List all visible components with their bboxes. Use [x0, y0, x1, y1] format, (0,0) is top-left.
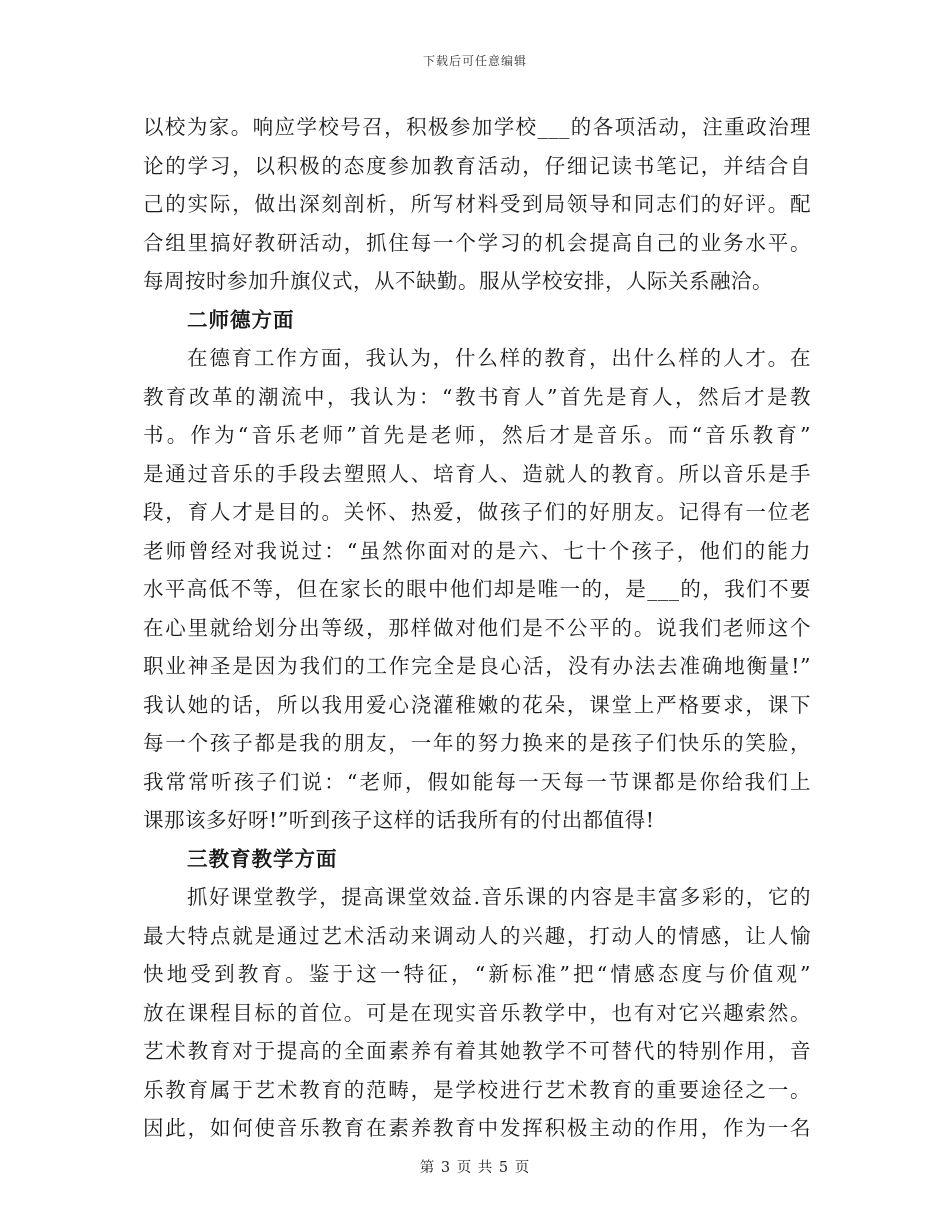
- text-line: 最大特点就是通过艺术活动来调动人的兴趣，打动人的情感，让人愉: [143, 923, 811, 948]
- text-line: 因此，如何使音乐教育在素养教育中发挥积极主动的作用，作为一名: [143, 1116, 811, 1140]
- text-line: 在心里就给划分出等级，那样做对他们是不公平的。说我们老师这个: [143, 615, 811, 640]
- text-line: 每周按时参加升旗仪式，从不缺勤。服从学校安排，人际关系融洽。: [143, 269, 773, 293]
- page-header: 下载后可任意编辑: [422, 54, 527, 68]
- text-line: 老师曾经对我说过：“虽然你面对的是六、七十个孩子，他们的能力: [143, 538, 811, 563]
- text-line: 职业神圣是因为我们的工作完全是良心活，没有办法去准确地衡量!”: [143, 654, 811, 678]
- text-line: 水平高低不等，但在家长的眼中他们却是唯一的，是___的，我们不要: [143, 577, 811, 601]
- text-line: 抓好课堂教学，提高课堂效益.音乐课的内容是丰富多彩的，它的: [187, 885, 811, 909]
- text-line: 我常常听孩子们说：“老师，假如能每一天每一节课都是你给我们上: [143, 769, 811, 794]
- text-line: 放在课程目标的首位。可是在现实音乐教学中，也有对它兴趣索然。: [143, 1000, 811, 1025]
- text-line: 段，育人才是目的。关怀、热爱，做孩子们的好朋友。记得有一位老: [143, 500, 811, 524]
- document-body: [143, 108, 811, 1148]
- text-line: 合组里搞好教研活动，抓住每一个学习的机会提高自己的业务水平。: [143, 230, 811, 255]
- text-line: 书。作为“音乐老师”首先是老师，然后才是音乐。而“音乐教育”: [143, 423, 811, 447]
- section-heading: 二师德方面: [187, 307, 295, 332]
- text-line: 课那该多好呀!”听到孩子这样的话我所有的付出都值得!: [143, 808, 655, 832]
- text-line: 乐教育属于艺术教育的范畴，是学校进行艺术教育的重要途径之一。: [143, 1077, 811, 1102]
- text-line: 以校为家。响应学校号召，积极参加学校___的各项活动，注重政治理: [143, 115, 811, 139]
- text-line: 在德育工作方面，我认为，什么样的教育，出什么样的人才。在: [187, 346, 811, 370]
- section-heading: 三教育教学方面: [187, 846, 338, 871]
- text-line: 每一个孩子都是我的朋友，一年的努力换来的是孩子们快乐的笑脸，: [143, 731, 811, 755]
- page-footer: 第 3 页 共 5 页: [419, 1160, 531, 1176]
- text-line: 论的学习，以积极的态度参加教育活动，仔细记读书笔记，并结合自: [143, 153, 811, 178]
- text-line: 快地受到教育。鉴于这一特征，“新标准”把“情感态度与价值观”: [143, 962, 811, 986]
- text-line: 己的实际，做出深刻剖析，所写材料受到局领导和同志们的好评。配: [143, 192, 811, 216]
- text-line: 是通过音乐的手段去塑照人、培育人、造就人的教育。所以音乐是手: [143, 461, 811, 486]
- text-line: 我认她的话，所以我用爱心浇灌稚嫩的花朵，课堂上严格要求，课下: [143, 692, 811, 717]
- text-line: 艺术教育对于提高的全面素养有着其她教学不可替代的特别作用，音: [143, 1039, 811, 1063]
- text-line: 教育改革的潮流中，我认为：“教书育人”首先是育人，然后才是教: [143, 384, 811, 409]
